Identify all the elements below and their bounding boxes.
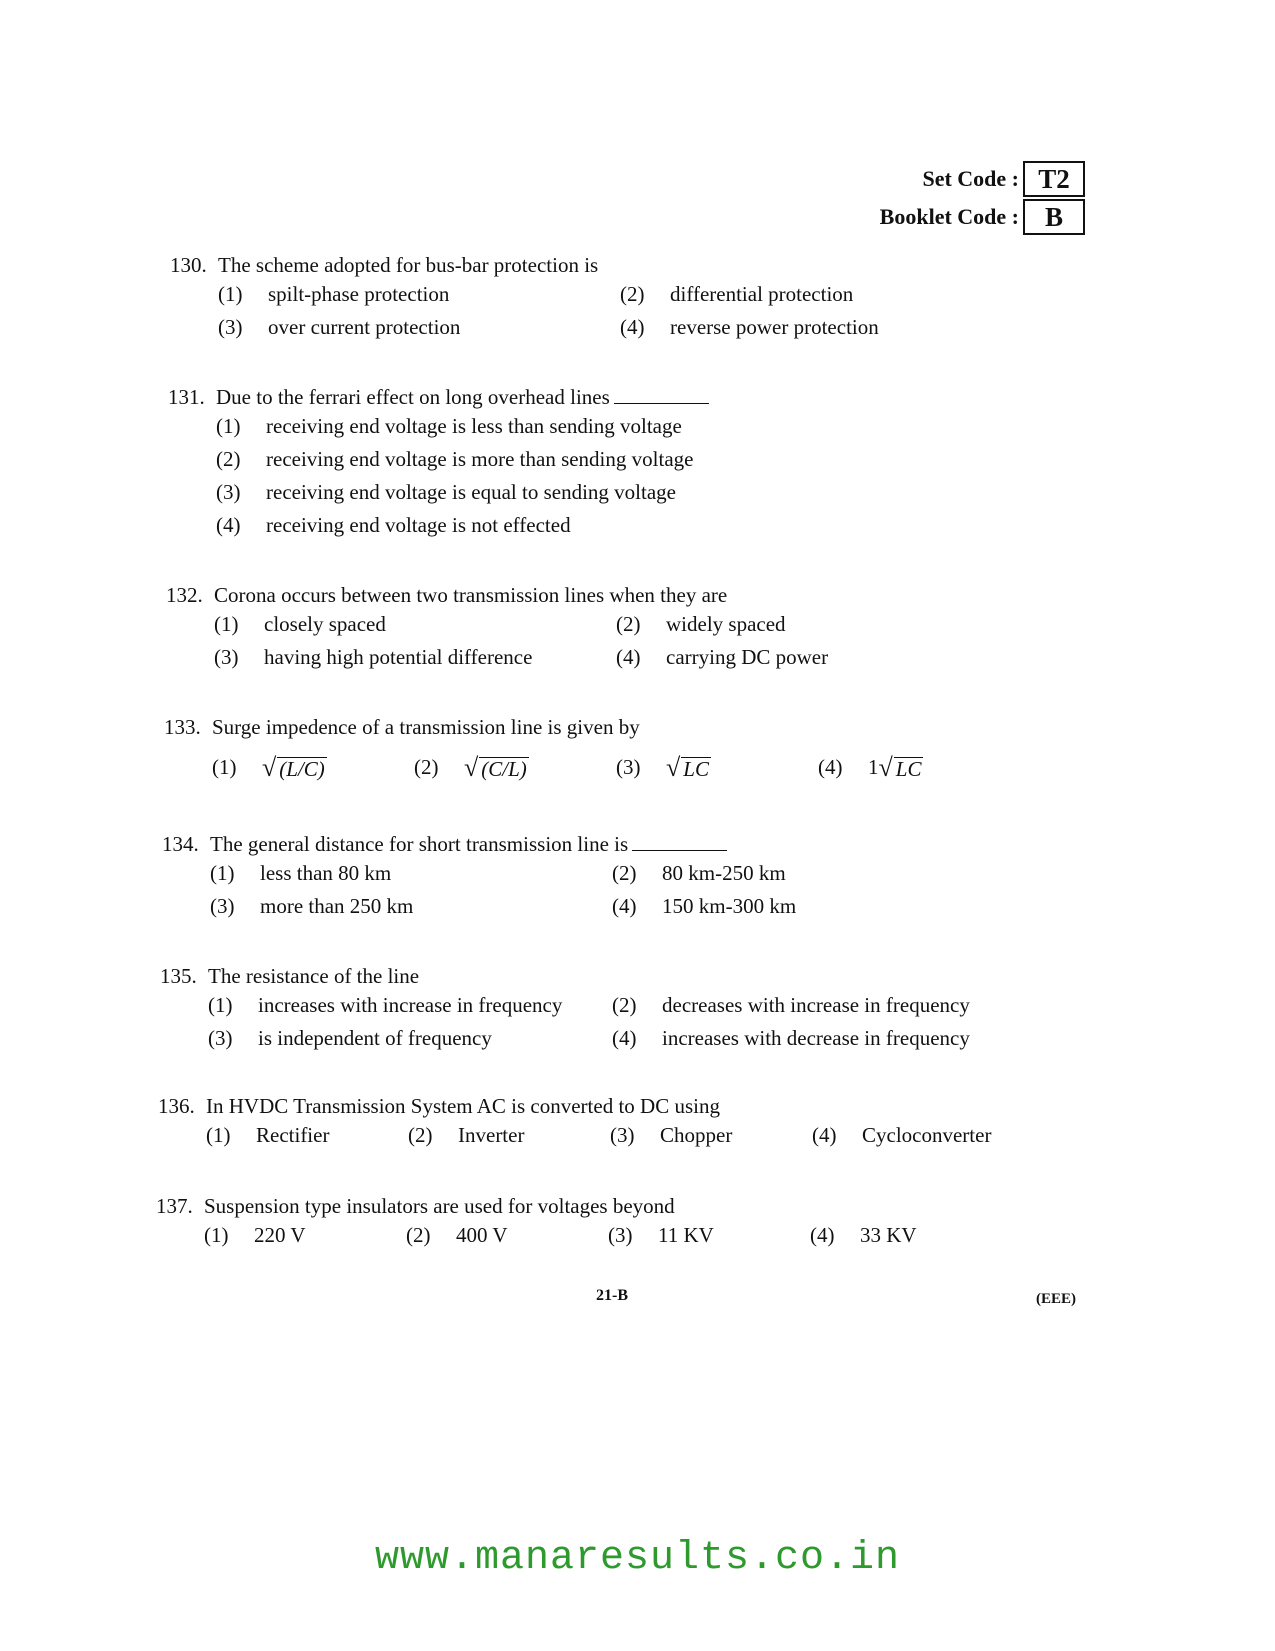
set-code-box: T2 bbox=[1023, 161, 1085, 197]
question-number: 135. bbox=[160, 964, 197, 988]
question-number: 134. bbox=[162, 832, 199, 856]
question-131 bbox=[168, 385, 709, 542]
radical-icon: √ bbox=[878, 753, 893, 782]
question-number: 133. bbox=[164, 715, 201, 739]
sqrt-expression: √ LC bbox=[878, 753, 922, 782]
option-4: (4) increases with decrease in frequency bbox=[612, 1026, 970, 1050]
options bbox=[206, 1119, 991, 1152]
option-2: (2) 80 km-250 km bbox=[612, 861, 786, 885]
question-text: Due to the ferrari effect on long overhead lines bbox=[216, 385, 610, 409]
option-1: (1) closely spaced bbox=[214, 612, 386, 636]
options bbox=[210, 857, 796, 923]
question-text: Surge impedence of a transmission line is given by bbox=[212, 715, 640, 739]
option-4: (4) carrying DC power bbox=[616, 645, 829, 669]
set-code-label: Set Code : bbox=[922, 166, 1019, 191]
option-1: (1) spilt-phase protection bbox=[218, 282, 450, 306]
question-text: Suspension type insulators are used for voltages beyond bbox=[204, 1194, 675, 1218]
option-4: (4) 1 √ LC bbox=[818, 753, 922, 782]
question-number: 137. bbox=[156, 1194, 193, 1218]
option-3: (3) receiving end voltage is equal to sending voltage bbox=[216, 480, 676, 504]
question-number: 130. bbox=[170, 253, 207, 277]
option-2: (2) widely spaced bbox=[616, 612, 786, 636]
question-number: 131. bbox=[168, 385, 205, 409]
sqrt-expression: √ (C/L) bbox=[464, 753, 527, 782]
option-3: (3) over current protection bbox=[218, 315, 461, 339]
code-block bbox=[880, 160, 1085, 236]
option-2: (2) Inverter bbox=[408, 1123, 525, 1147]
question-text: Corona occurs between two transmission lines when they are bbox=[214, 583, 728, 607]
page-number: 21-B bbox=[596, 1287, 628, 1304]
radical-icon: √ bbox=[464, 753, 479, 782]
option-1: (1) less than 80 km bbox=[210, 861, 392, 885]
question-136 bbox=[158, 1094, 991, 1152]
options bbox=[208, 989, 970, 1055]
radical-icon: √ bbox=[262, 753, 277, 782]
option-4: (4) Cycloconverter bbox=[812, 1123, 992, 1147]
option-1: (1) 220 V bbox=[204, 1223, 306, 1247]
option-4: (4) reverse power protection bbox=[620, 315, 879, 339]
option-2: (2) differential protection bbox=[620, 282, 854, 306]
option-3: (3) more than 250 km bbox=[210, 894, 414, 918]
option-3: (3) 11 KV bbox=[608, 1223, 714, 1247]
option-1: (1) increases with increase in frequency bbox=[208, 993, 563, 1017]
option-2: (2) 400 V bbox=[406, 1223, 508, 1247]
question-number: 132. bbox=[166, 583, 203, 607]
answer-blank bbox=[632, 834, 727, 851]
radical-icon: √ bbox=[666, 753, 681, 782]
option-4: (4) 150 km-300 km bbox=[612, 894, 797, 918]
answer-blank bbox=[614, 387, 709, 404]
question-130 bbox=[170, 253, 879, 344]
option-3: (3) √ LC bbox=[616, 753, 709, 782]
option-2: (2) receiving end voltage is more than sending voltage bbox=[216, 447, 694, 471]
options bbox=[212, 748, 923, 788]
question-text: The scheme adopted for bus-bar protection is bbox=[218, 253, 599, 277]
option-2: (2) decreases with increase in frequency bbox=[612, 993, 970, 1017]
option-3: (3) having high potential difference bbox=[214, 645, 533, 669]
options bbox=[218, 278, 879, 344]
booklet-code-box: B bbox=[1023, 199, 1085, 235]
question-134 bbox=[162, 832, 796, 923]
option-1: (1) receiving end voltage is less than sending voltage bbox=[216, 414, 682, 438]
sqrt-expression: √ (L/C) bbox=[262, 753, 325, 782]
option-2: (2) √ (C/L) bbox=[414, 753, 527, 782]
option-1: (1) Rectifier bbox=[206, 1123, 330, 1147]
option-4: (4) 33 KV bbox=[810, 1223, 917, 1247]
options bbox=[214, 608, 828, 674]
question-137 bbox=[156, 1194, 917, 1252]
question-132 bbox=[166, 583, 828, 674]
option-3: (3) Chopper bbox=[610, 1123, 733, 1147]
department-code: (EEE) bbox=[1036, 1291, 1077, 1307]
booklet-code-row bbox=[880, 198, 1085, 236]
question-135 bbox=[160, 964, 970, 1055]
option-1: (1) √ (L/C) bbox=[212, 753, 325, 782]
set-code-row bbox=[880, 160, 1085, 198]
question-text: The general distance for short transmission line is bbox=[210, 832, 629, 856]
booklet-code-label: Booklet Code : bbox=[879, 204, 1019, 229]
question-133 bbox=[164, 715, 923, 788]
question-text: In HVDC Transmission System AC is converted to DC using bbox=[206, 1094, 720, 1118]
options bbox=[204, 1219, 917, 1252]
option-4: (4) receiving end voltage is not effected bbox=[216, 513, 571, 537]
option-3: (3) is independent of frequency bbox=[208, 1026, 492, 1050]
options bbox=[216, 410, 709, 542]
sqrt-expression: √ LC bbox=[666, 753, 709, 782]
watermark-url: www.manaresults.co.in bbox=[374, 1536, 901, 1581]
question-text: The resistance of the line bbox=[208, 964, 420, 988]
question-number: 136. bbox=[158, 1094, 195, 1118]
